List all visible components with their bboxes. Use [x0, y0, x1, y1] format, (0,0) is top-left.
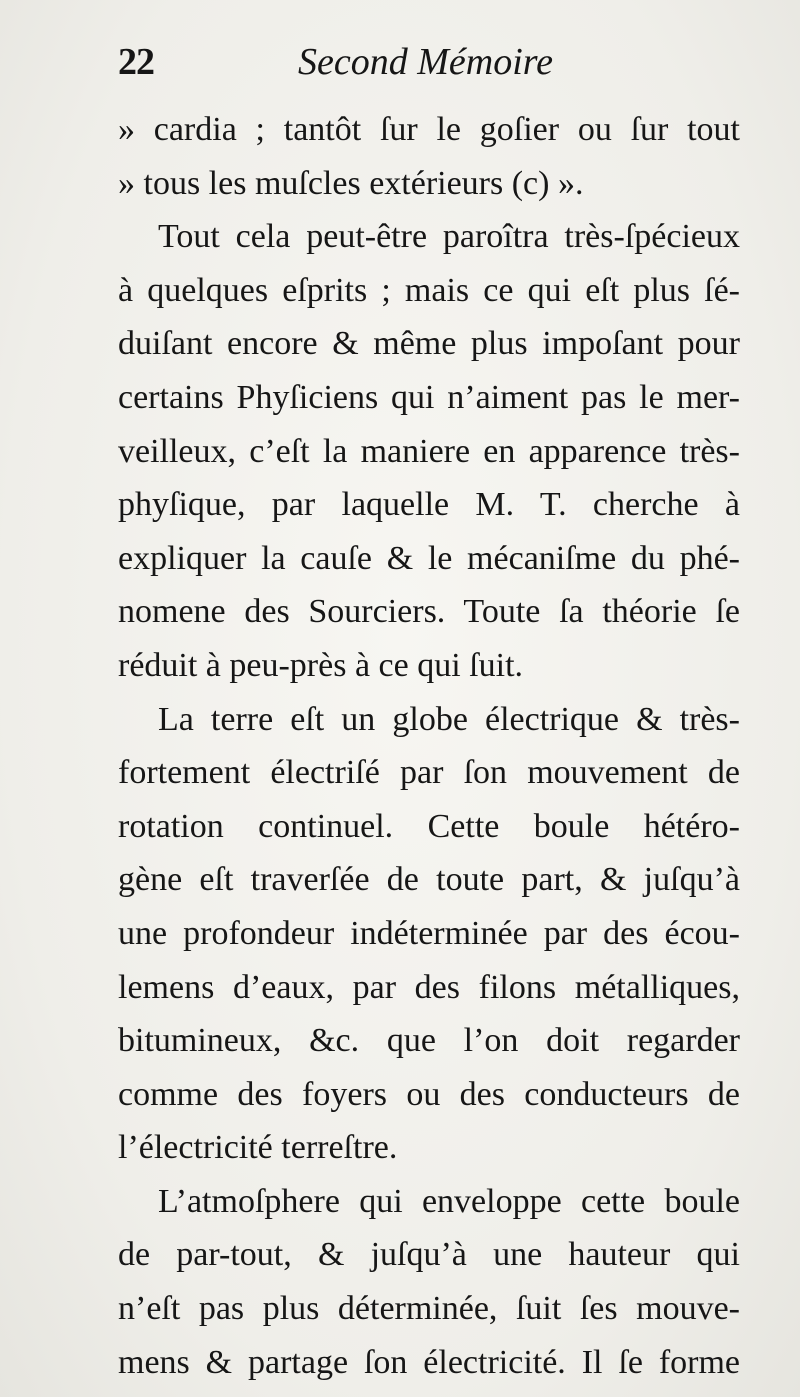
body-text	[118, 103, 740, 1389]
text-line: veilleux, c’eſt la maniere en apparence très-	[118, 432, 740, 470]
text-line: n’eſt pas plus déterminée, ſuit ſes mouve-	[118, 1290, 740, 1328]
text-line: comme des foyers ou des conducteurs de	[118, 1075, 740, 1113]
text-line: à quelques eſprits ; mais ce qui eſt plus ſé-	[118, 271, 740, 309]
text-line: L’atmoſphere qui enveloppe cette boule	[158, 1182, 740, 1220]
text-line: nomene des Sourciers. Toute ſa théorie ſe	[118, 593, 740, 631]
text-line: phyſique, par laquelle M. T. cherche à	[118, 486, 740, 524]
page-header	[118, 40, 748, 90]
text-line: lemens d’eaux, par des filons métalliques,	[118, 968, 740, 1006]
text-line: bitumineux, &c. que l’on doit regarder	[118, 1022, 740, 1060]
text-line: l’électricité terreſtre.	[118, 1129, 398, 1167]
text-line: une profondeur indéterminée par des écou-	[118, 914, 740, 952]
running-head: Second Mémoire	[298, 41, 553, 83]
text-line: » tous les muſcles extérieurs (c) ».	[118, 164, 584, 202]
text-line: fortement électriſé par ſon mouvement de	[118, 754, 740, 792]
page-number: 22	[118, 41, 154, 83]
text-line: mens & partage ſon électricité. Il ſe forme	[118, 1343, 740, 1381]
text-line: expliquer la cauſe & le mécaniſme du phé-	[118, 539, 740, 577]
text-line: certains Phyſiciens qui n’aiment pas le mer-	[118, 378, 740, 416]
text-line: réduit à peu-près à ce qui ſuit.	[118, 646, 524, 684]
text-line: de par-tout, & juſqu’à une hauteur qui	[118, 1236, 740, 1274]
text-line: rotation continuel. Cette boule hétéro-	[118, 807, 740, 845]
text-line: La terre eſt un globe électrique & très-	[158, 700, 740, 738]
text-line: duiſant encore & même plus impoſant pour	[118, 325, 740, 363]
text-line: Tout cela peut-être paroîtra très-ſpécieux	[158, 218, 740, 256]
text-line: gène eſt traverſée de toute part, & juſqu’à	[118, 861, 740, 899]
text-line: » cardia ; tantôt ſur le goſier ou ſur tout	[118, 111, 740, 148]
